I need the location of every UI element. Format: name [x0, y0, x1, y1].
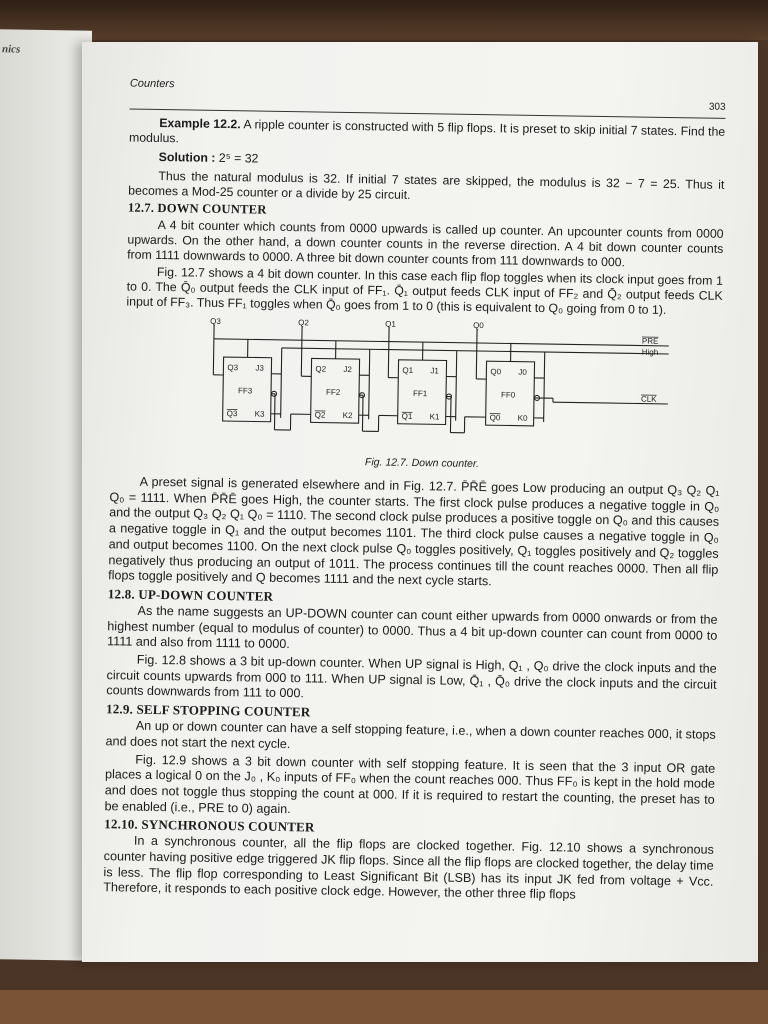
facing-page-edge-text: nics	[2, 43, 21, 56]
running-title: Counters	[129, 77, 175, 91]
heading-down-counter: 12.7. DOWN COUNTER	[127, 200, 267, 217]
up-down-para-1: As the name suggests an UP-DOWN counter can count either upwards from 0000 onwards or from the highest number (equal to modulus of counter) to 0000. Thus a 4 bit up-down counter can count from 0000 to 1111 and also from 1111 to 0000.	[107, 603, 718, 652]
ff0-name: FF0	[500, 390, 516, 400]
down-counter-para-2: Fig. 12.7 shows a 4 bit down counter. In this case each flip flop toggles when its clock input goes from 1 to 0. The Q̄₀ output feeds the CLK input of FF₁. Q̄₁ output feeds CLK input of FF₂ and Q̄₂ output feeds CLK input of FF₃. Thus FF₁ toggles when Q̄₀ goes from 1 to 0 (this is equivalent to Q₀ going from 0 to 1).	[126, 264, 723, 317]
fig-clk-label: CLK	[640, 394, 657, 404]
ff1-j: J1	[430, 366, 439, 376]
down-counter-para-1: A 4 bit counter which counts from 0000 upwards is called up counter. An upcounter counts from 0000 upwards. On the other hand, a down counter counts in the reverse direction. A 4 bit down counter counts from 1111 downwards to 0000. A three bit down counter counts from 111 downwards to 000.	[127, 217, 724, 270]
solution-value: 2⁵ = 32	[218, 150, 259, 166]
up-down-para-2: Fig. 12.8 shows a 3 bit up-down counter. When UP signal is High, Q₁ , Q₀ drive the clock inputs and the circuit counts upwards from 000 to 111. When UP signal is Low, Q̄₁ , Q̄₀ drive the clock inputs and the circuit counts downwards from 111 to 000.	[106, 652, 717, 701]
ff3-q: Q3	[227, 363, 239, 373]
ff2-j: J2	[343, 364, 352, 375]
example-text: A ripple counter is constructed with 5 flip flops. It is preset to skip initial 7 states. Find the modulus.	[128, 117, 726, 146]
ff0-q: Q0	[490, 367, 502, 377]
ff3-j: J3	[255, 363, 264, 373]
ff3-k: K3	[254, 409, 265, 419]
example-label: Example 12.2.	[159, 115, 241, 132]
lower-content	[89, 474, 720, 906]
ff1-qbar: Q1	[401, 411, 413, 421]
desk-surface-bottom	[0, 990, 768, 1024]
heading-up-down-counter: 12.8. UP-DOWN COUNTER	[107, 586, 274, 604]
fig-pre-label: PRE	[641, 336, 659, 346]
ff3-qbar: Q3	[226, 409, 238, 419]
facing-page	[0, 29, 92, 961]
ff0-qbar: Q0	[489, 413, 501, 423]
fig-output-q2: Q2	[298, 318, 309, 328]
ff0-j: J0	[518, 367, 527, 377]
fig-output-q3: Q3	[210, 316, 221, 326]
ff1-q: Q1	[402, 365, 414, 375]
ff2-q: Q2	[315, 364, 327, 374]
ff2-k: K2	[342, 410, 353, 421]
ff2-name: FF2	[325, 387, 341, 397]
synchronous-para-1: In a synchronous counter, all the flip flops are clocked together. Fig. 12.10 shows a synchronous counter having positive edge triggered JK flip flops. Since all the flip flops are clocked together, the delay time is less. The flip flop corresponding to Least Significant Bit (LSB) has its input JK fed from voltage + Vcc. Therefore, it responds to each positive clock edge. However, the other three flip flops	[103, 834, 715, 903]
down-counter-para-3: A preset signal is generated elsewhere and in Fig. 12.7. P̄R̄Ē goes Low producing an output Q₃ Q₂ Q₁ Q₀ = 1111. When P̄R̄Ē goes High, the counter starts. The first clock pulse produces a negative toggle in Q₀ and the output Q₃ Q₂ Q₁ Q₀ = 1110. The second clock pulse produces a positive toggle on Q₀ and this causes a negative toggle in Q₁ and the output becomes 1101. The third clock pulse causes a negative toggle in Q₀ and output becomes 1100. On the next clock pulse Q₀ toggles positively, Q₁ toggles positively and Q₂ toggles negatively thus producing an output of 1011. The process continues till the count reaches 0000. Then all flip flops toggle positively and Q becomes 1111 and the next cycle starts.	[108, 474, 720, 589]
ff2-qbar: Q2	[314, 410, 326, 420]
ff0-k: K0	[517, 413, 528, 423]
fig-high-label: High	[641, 347, 659, 357]
heading-self-stopping-counter: 12.9. SELF STOPPING COUNTER	[105, 701, 311, 720]
self-stopping-para-2: Fig. 12.9 shows a 3 bit down counter with self stopping feature. It is seen that the 3 input OR gate places a logical 0 on the J₀ , K₀ inputs of FF₀ when the count reaches 000. Thus FF₀ is kept in the hold mode and does not toggle thus stopping the count at 000. If it is required to restart the counting, the preset has to be enabled (i.e., PRE to 0) again.	[104, 752, 716, 816]
example-statement	[129, 115, 725, 154]
page-number: 303	[708, 101, 726, 113]
page-content	[85, 76, 726, 908]
example-conclusion: Thus the natural modulus is 32. If initial 7 states are skipped, the modulus is 32 − 7 = 25. Thus it becomes a Mod-25 counter or a divide by 25 circuit.	[128, 168, 725, 202]
heading-synchronous-counter: 12.10. SYNCHRONOUS COUNTER	[104, 816, 315, 835]
fig-output-q1: Q1	[385, 319, 396, 329]
figure-caption: Fig. 12.7. Down counter.	[364, 456, 480, 471]
self-stopping-para-1: An up or down counter can have a self stopping feature, i.e., when a down counter reaches 000, it stops and does not start the next cycle.	[105, 718, 716, 751]
fig-output-q0: Q0	[473, 320, 484, 331]
down-counter-figure	[192, 317, 694, 455]
solution-label: Solution :	[158, 149, 216, 165]
ff1-name: FF1	[412, 388, 428, 399]
desk-surface-top	[0, 0, 768, 40]
ff1-k: K1	[429, 412, 440, 422]
ff3-name: FF3	[238, 386, 253, 396]
